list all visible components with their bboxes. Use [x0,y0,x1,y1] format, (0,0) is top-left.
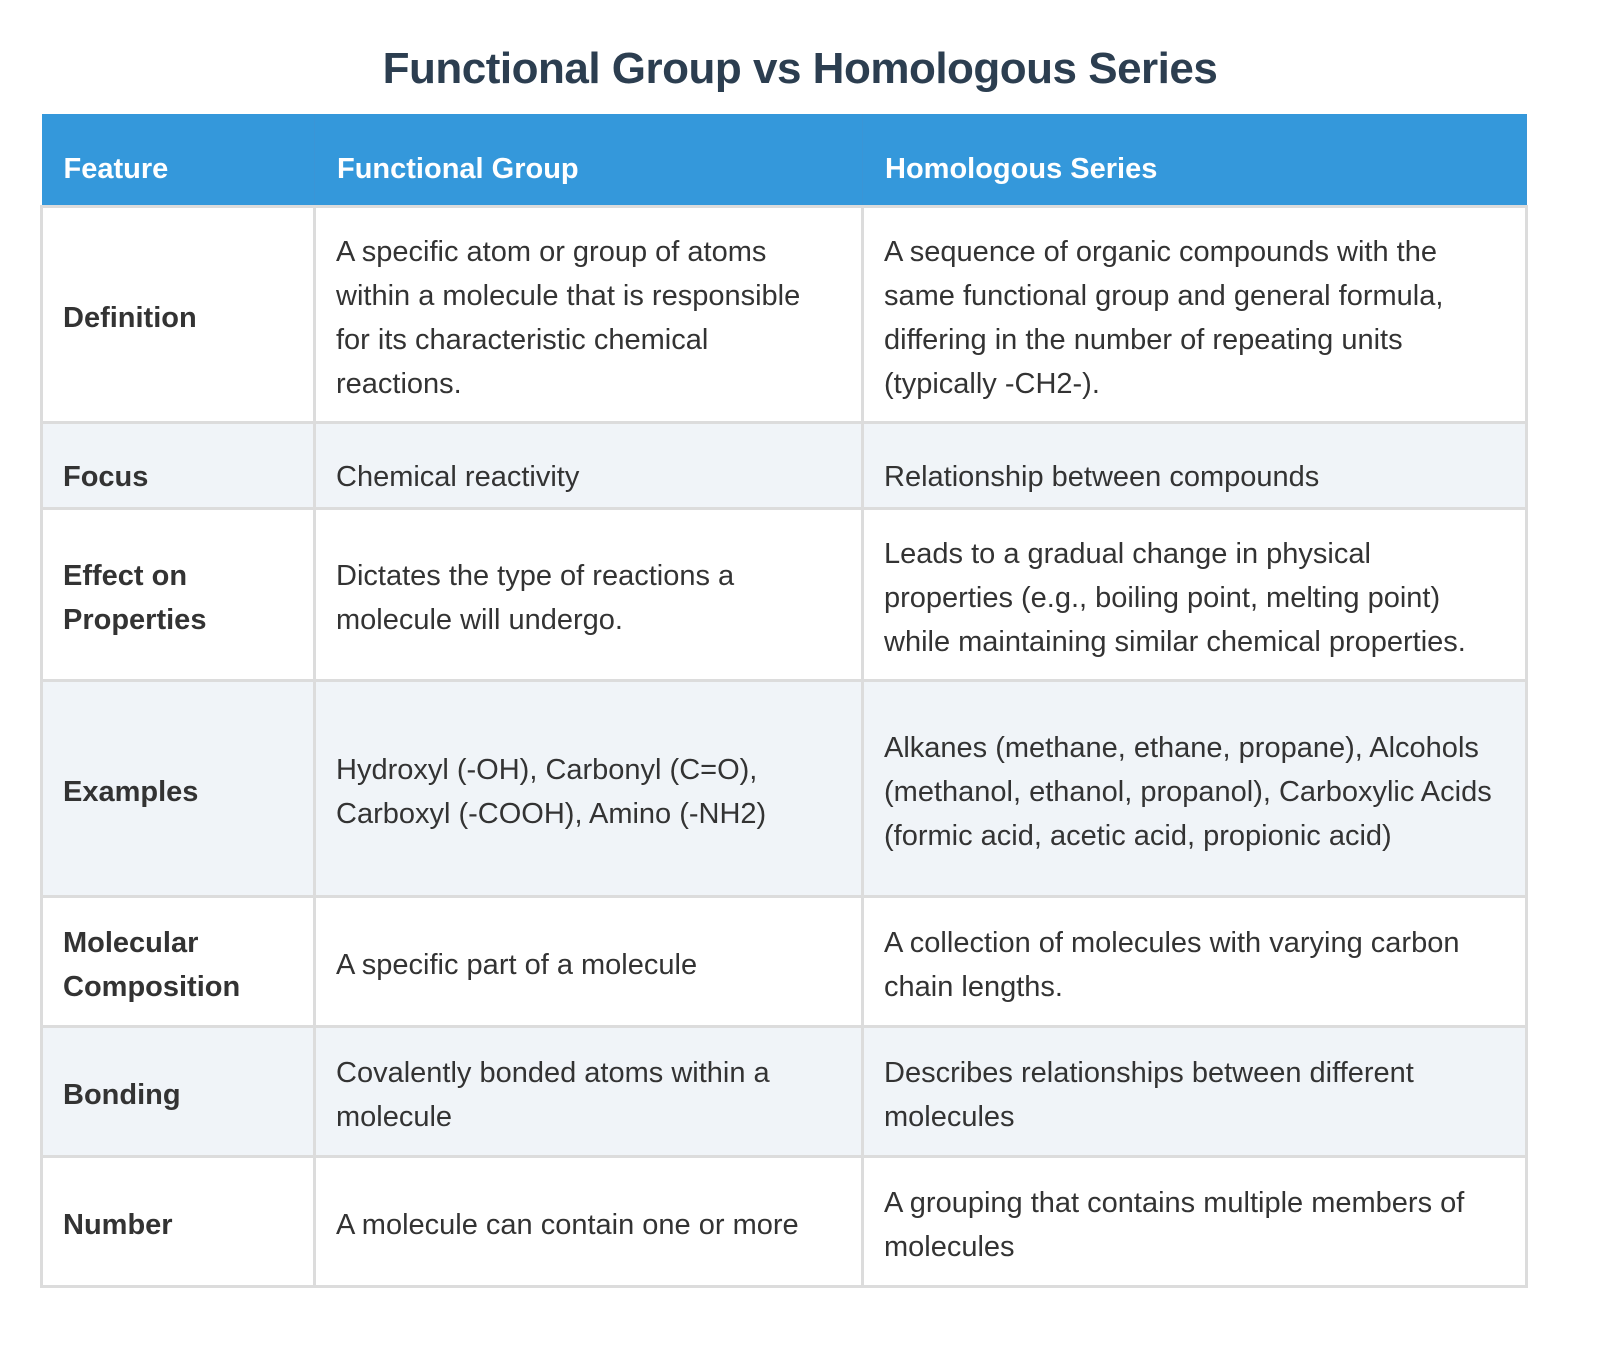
homologous-series-cell: Alkanes (methane, ethane, propane), Alcohols (methanol, ethanol, propanol), Carboxylic Acids (formic acid, acetic acid, propionic acid) [863,680,1527,896]
feature-cell: Bonding [42,1026,315,1156]
functional-group-cell: Chemical reactivity [315,422,863,508]
homologous-series-cell: Describes relationships between different molecules [863,1026,1527,1156]
table-row [42,680,1527,896]
feature-cell: Definition [42,206,315,422]
functional-group-cell: Covalently bonded atoms within a molecule [315,1026,863,1156]
homologous-series-cell: A sequence of organic compounds with the same functional group and general formula, differing in the number of repeating units (typically -CH2-). [863,206,1527,422]
feature-cell: Examples [42,680,315,896]
header-feature: Feature [42,114,315,206]
functional-group-cell: Dictates the type of reactions a molecule will undergo. [315,508,863,680]
page-title: Functional Group vs Homologous Series [382,44,1218,93]
table-row [42,422,1527,508]
comparison-table [40,114,1528,1288]
homologous-series-cell: A collection of molecules with varying carbon chain lengths. [863,896,1527,1026]
table-row [42,896,1527,1026]
functional-group-cell: Hydroxyl (-OH), Carbonyl (C=O), Carboxyl (-COOH), Amino (-NH2) [315,680,863,896]
table-row [42,508,1527,680]
header-row [42,114,1527,206]
table-row [42,1026,1527,1156]
homologous-series-cell: A grouping that contains multiple members of molecules [863,1156,1527,1286]
homologous-series-cell: Leads to a gradual change in physical properties (e.g., boiling point, melting point) while maintaining similar chemical properties. [863,508,1527,680]
table-row [42,1156,1527,1286]
functional-group-cell: A molecule can contain one or more [315,1156,863,1286]
feature-cell: Molecular Composition [42,896,315,1026]
feature-cell: Effect on Properties [42,508,315,680]
functional-group-cell: A specific atom or group of atoms within a molecule that is responsible for its characteristic chemical reactions. [315,206,863,422]
feature-cell: Number [42,1156,315,1286]
homologous-series-cell: Relationship between compounds [863,422,1527,508]
table-row [42,206,1527,422]
feature-cell: Focus [42,422,315,508]
header-homologous-series: Homologous Series [863,114,1527,206]
header-functional-group: Functional Group [315,114,863,206]
functional-group-cell: A specific part of a molecule [315,896,863,1026]
